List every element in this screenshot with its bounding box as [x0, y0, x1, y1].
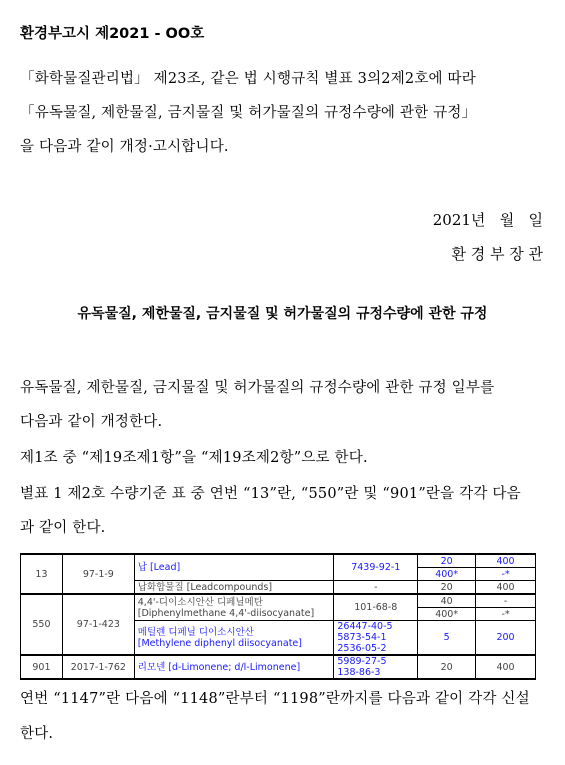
quantity-2: 400: [476, 581, 536, 595]
serial-number: 550: [21, 594, 63, 655]
substance-name-korean: 메틸렌 디페닐 디이소시안산: [137, 626, 254, 638]
cas-number: 101-68-8: [334, 594, 418, 621]
quantity-1: 400*: [418, 608, 476, 621]
cas-number-line: 5989-27-5: [337, 656, 387, 667]
substance-name-korean: 4,4'-디이소시안산 디페닐메탄: [137, 596, 263, 608]
quantity-1: 20: [418, 655, 476, 679]
body-paragraph-1-line-1: 유독물질, 제한물질, 금지물질 및 허가물질의 규정수량에 관한 규정 일부를: [20, 380, 495, 396]
body-paragraph-2: 제1조 중 “제19조제1항”을 “제19조제2항”으로 한다.: [20, 450, 368, 466]
quantity-1: 5: [418, 621, 476, 656]
quantity-1: 20: [418, 554, 476, 568]
quantity-2: -: [476, 594, 536, 608]
substance-id: 97-1-423: [62, 594, 134, 655]
serial-number: 13: [21, 554, 63, 594]
notice-title: 환경부고시 제2021 - OO호: [20, 26, 205, 42]
quantity-2: 200: [476, 621, 536, 656]
body-paragraph-3-line-2: 과 같이 한다.: [20, 520, 106, 536]
body-paragraph-4-line-1: 연번 “1147”란 다음에 “1148”란부터 “1198”란까지를 다음과 같이 각각 신설: [20, 691, 530, 707]
substance-name: [134, 621, 334, 656]
body-paragraph-1-line-2: 다음과 같이 개정한다.: [20, 414, 163, 430]
table-row: [21, 554, 536, 568]
substance-id: 2017-1-762: [62, 655, 134, 679]
substance-name-english: [Methylene diphenyl diisocyanate]: [137, 637, 302, 649]
quantity-2: -*: [476, 608, 536, 621]
regulation-title: 유독물질, 제한물질, 금지물질 및 허가물질의 규정수량에 관한 규정: [77, 306, 488, 322]
body-paragraph-3-line-1: 별표 1 제2호 수량기준 표 중 연번 “13”란, “550”란 및 “901”란을 각각 다음: [20, 486, 521, 502]
cas-number: 7439-92-1: [334, 554, 418, 581]
quantity-2: 400: [476, 554, 536, 568]
substance-name-english: [Diphenylmethane 4,4'-diisocyanate]: [137, 607, 315, 619]
quantity-1: 400*: [418, 568, 476, 581]
issuer: 환 경 부 장 관: [451, 245, 543, 263]
cas-number: [334, 655, 418, 679]
table-row: [21, 594, 536, 608]
substance-name: 납화합물질 [Leadcompounds]: [134, 581, 334, 595]
cas-number-line: 138-86-3: [337, 667, 381, 678]
issue-date: 2021년 월 일: [432, 211, 543, 229]
quantity-2: -*: [476, 568, 536, 581]
substance-id: 97-1-9: [62, 554, 134, 594]
quantity-1: 40: [418, 594, 476, 608]
amendment-table: [20, 553, 536, 680]
serial-number: 901: [21, 655, 63, 679]
intro-line-2: 「유독물질, 제한물질, 금지물질 및 허가물질의 규정수량에 관한 규정」: [20, 105, 477, 121]
substance-name: 리모넨 [d-Limonene; d/l-Limonene]: [134, 655, 334, 679]
quantity-2: 400: [476, 655, 536, 679]
cas-number-line: 2536-05-2: [337, 643, 387, 654]
cas-number: [334, 621, 418, 656]
body-paragraph-4-line-2: 한다.: [20, 726, 54, 742]
intro-line-1: 「화학물질관리법」 제23조, 같은 법 시행규칙 별표 3의2제2호에 따라: [20, 71, 476, 87]
cas-number-line: 26447-40-5: [337, 621, 393, 632]
cas-number: -: [334, 581, 418, 595]
quantity-1: 20: [418, 581, 476, 595]
table-row: [21, 655, 536, 679]
substance-name: [134, 594, 334, 621]
substance-name: 납 [Lead]: [134, 554, 334, 581]
cas-number-line: 5873-54-1: [337, 632, 387, 643]
intro-line-3: 을 다음과 같이 개정·고시합니다.: [20, 139, 229, 155]
